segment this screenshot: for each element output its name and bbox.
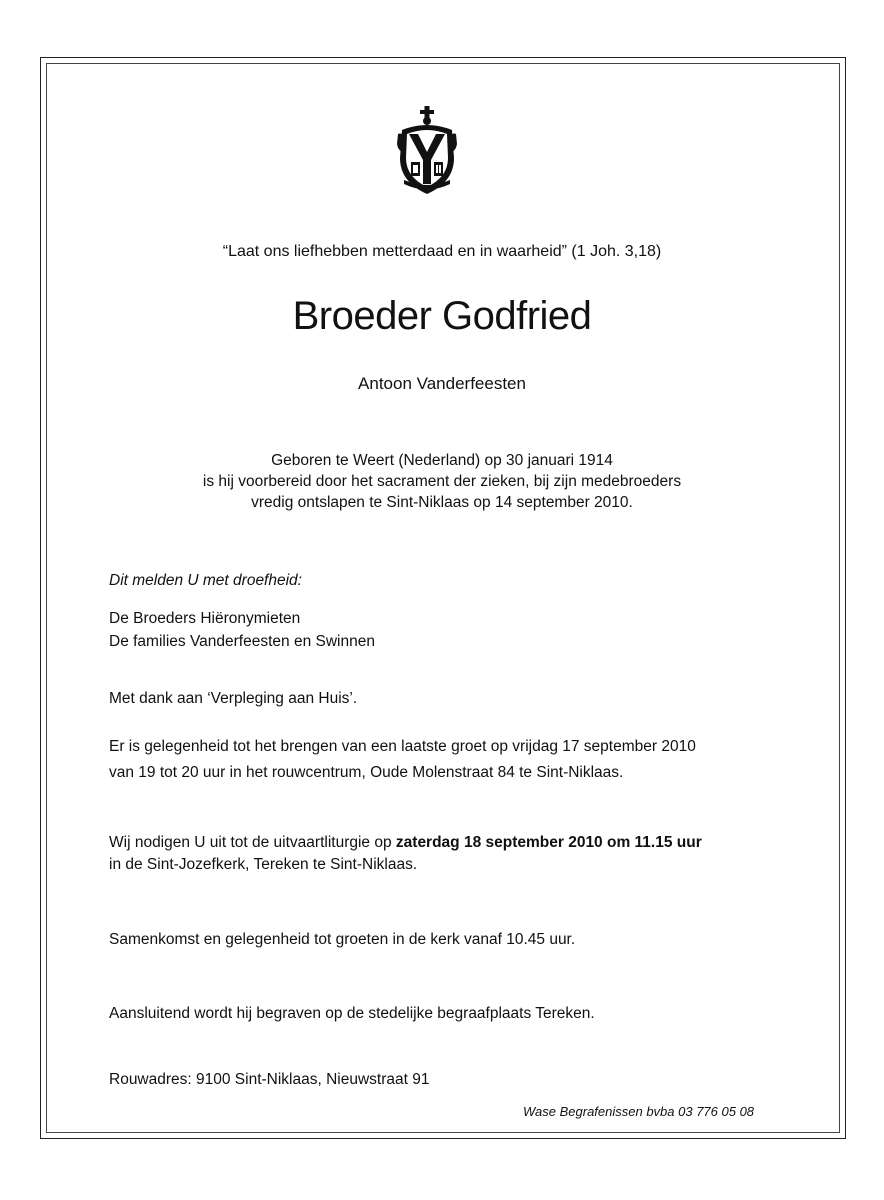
page-title: Broeder Godfried [292,294,592,338]
funeral-intro: Wij nodigen U uit tot de uitvaartliturgie op [109,834,396,851]
family-line-1: De Broeders Hiëronymieten [109,610,301,627]
burial-text: Aansluitend wordt hij begraven op de stedelijke begraafplaats Tereken. [109,1005,595,1022]
viewing-line-1: Er is gelegenheid tot het brengen van een laatste groet op vrijdag 17 september 2010 [109,738,696,755]
funeral-line-1 [109,834,702,852]
undertaker-credit: Wase Begrafenissen bvba 03 776 05 08 [523,1104,755,1119]
thanks-text: Met dank aan ‘Verpleging aan Huis’. [109,690,358,707]
birth-line-3: vredig ontslapen te Sint-Niklaas op 14 september 2010. [251,494,633,511]
inner-border [46,63,840,1133]
coat-of-arms-icon [396,104,458,196]
bible-quote: “Laat ons liefhebben metterdaad en in waarheid” (1 Joh. 3,18) [222,243,662,260]
funeral-line-2: in de Sint-Jozefkerk, Tereken te Sint-Niklaas. [109,856,418,873]
gathering-text: Samenkomst en gelegenheid tot groeten in de kerk vanaf 10.45 uur. [109,931,576,948]
family-line-2: De families Vanderfeesten en Swinnen [109,633,375,650]
birth-death-text [0,450,884,513]
civil-name: Antoon Vanderfeesten [358,374,526,393]
mourning-address: Rouwadres: 9100 Sint-Niklaas, Nieuwstraat 91 [109,1071,430,1088]
birth-line-1: Geboren te Weert (Nederland) op 30 januari 1914 [271,452,613,469]
funeral-datetime: zaterdag 18 september 2010 om 11.15 uur [395,834,702,851]
viewing-line-2: van 19 tot 20 uur in het rouwcentrum, Oude Molenstraat 84 te Sint-Niklaas. [109,764,624,781]
birth-line-2: is hij voorbereid door het sacrament der zieken, bij zijn medebroeders [202,473,682,490]
announcement-heading: Dit melden U met droefheid: [109,572,302,589]
